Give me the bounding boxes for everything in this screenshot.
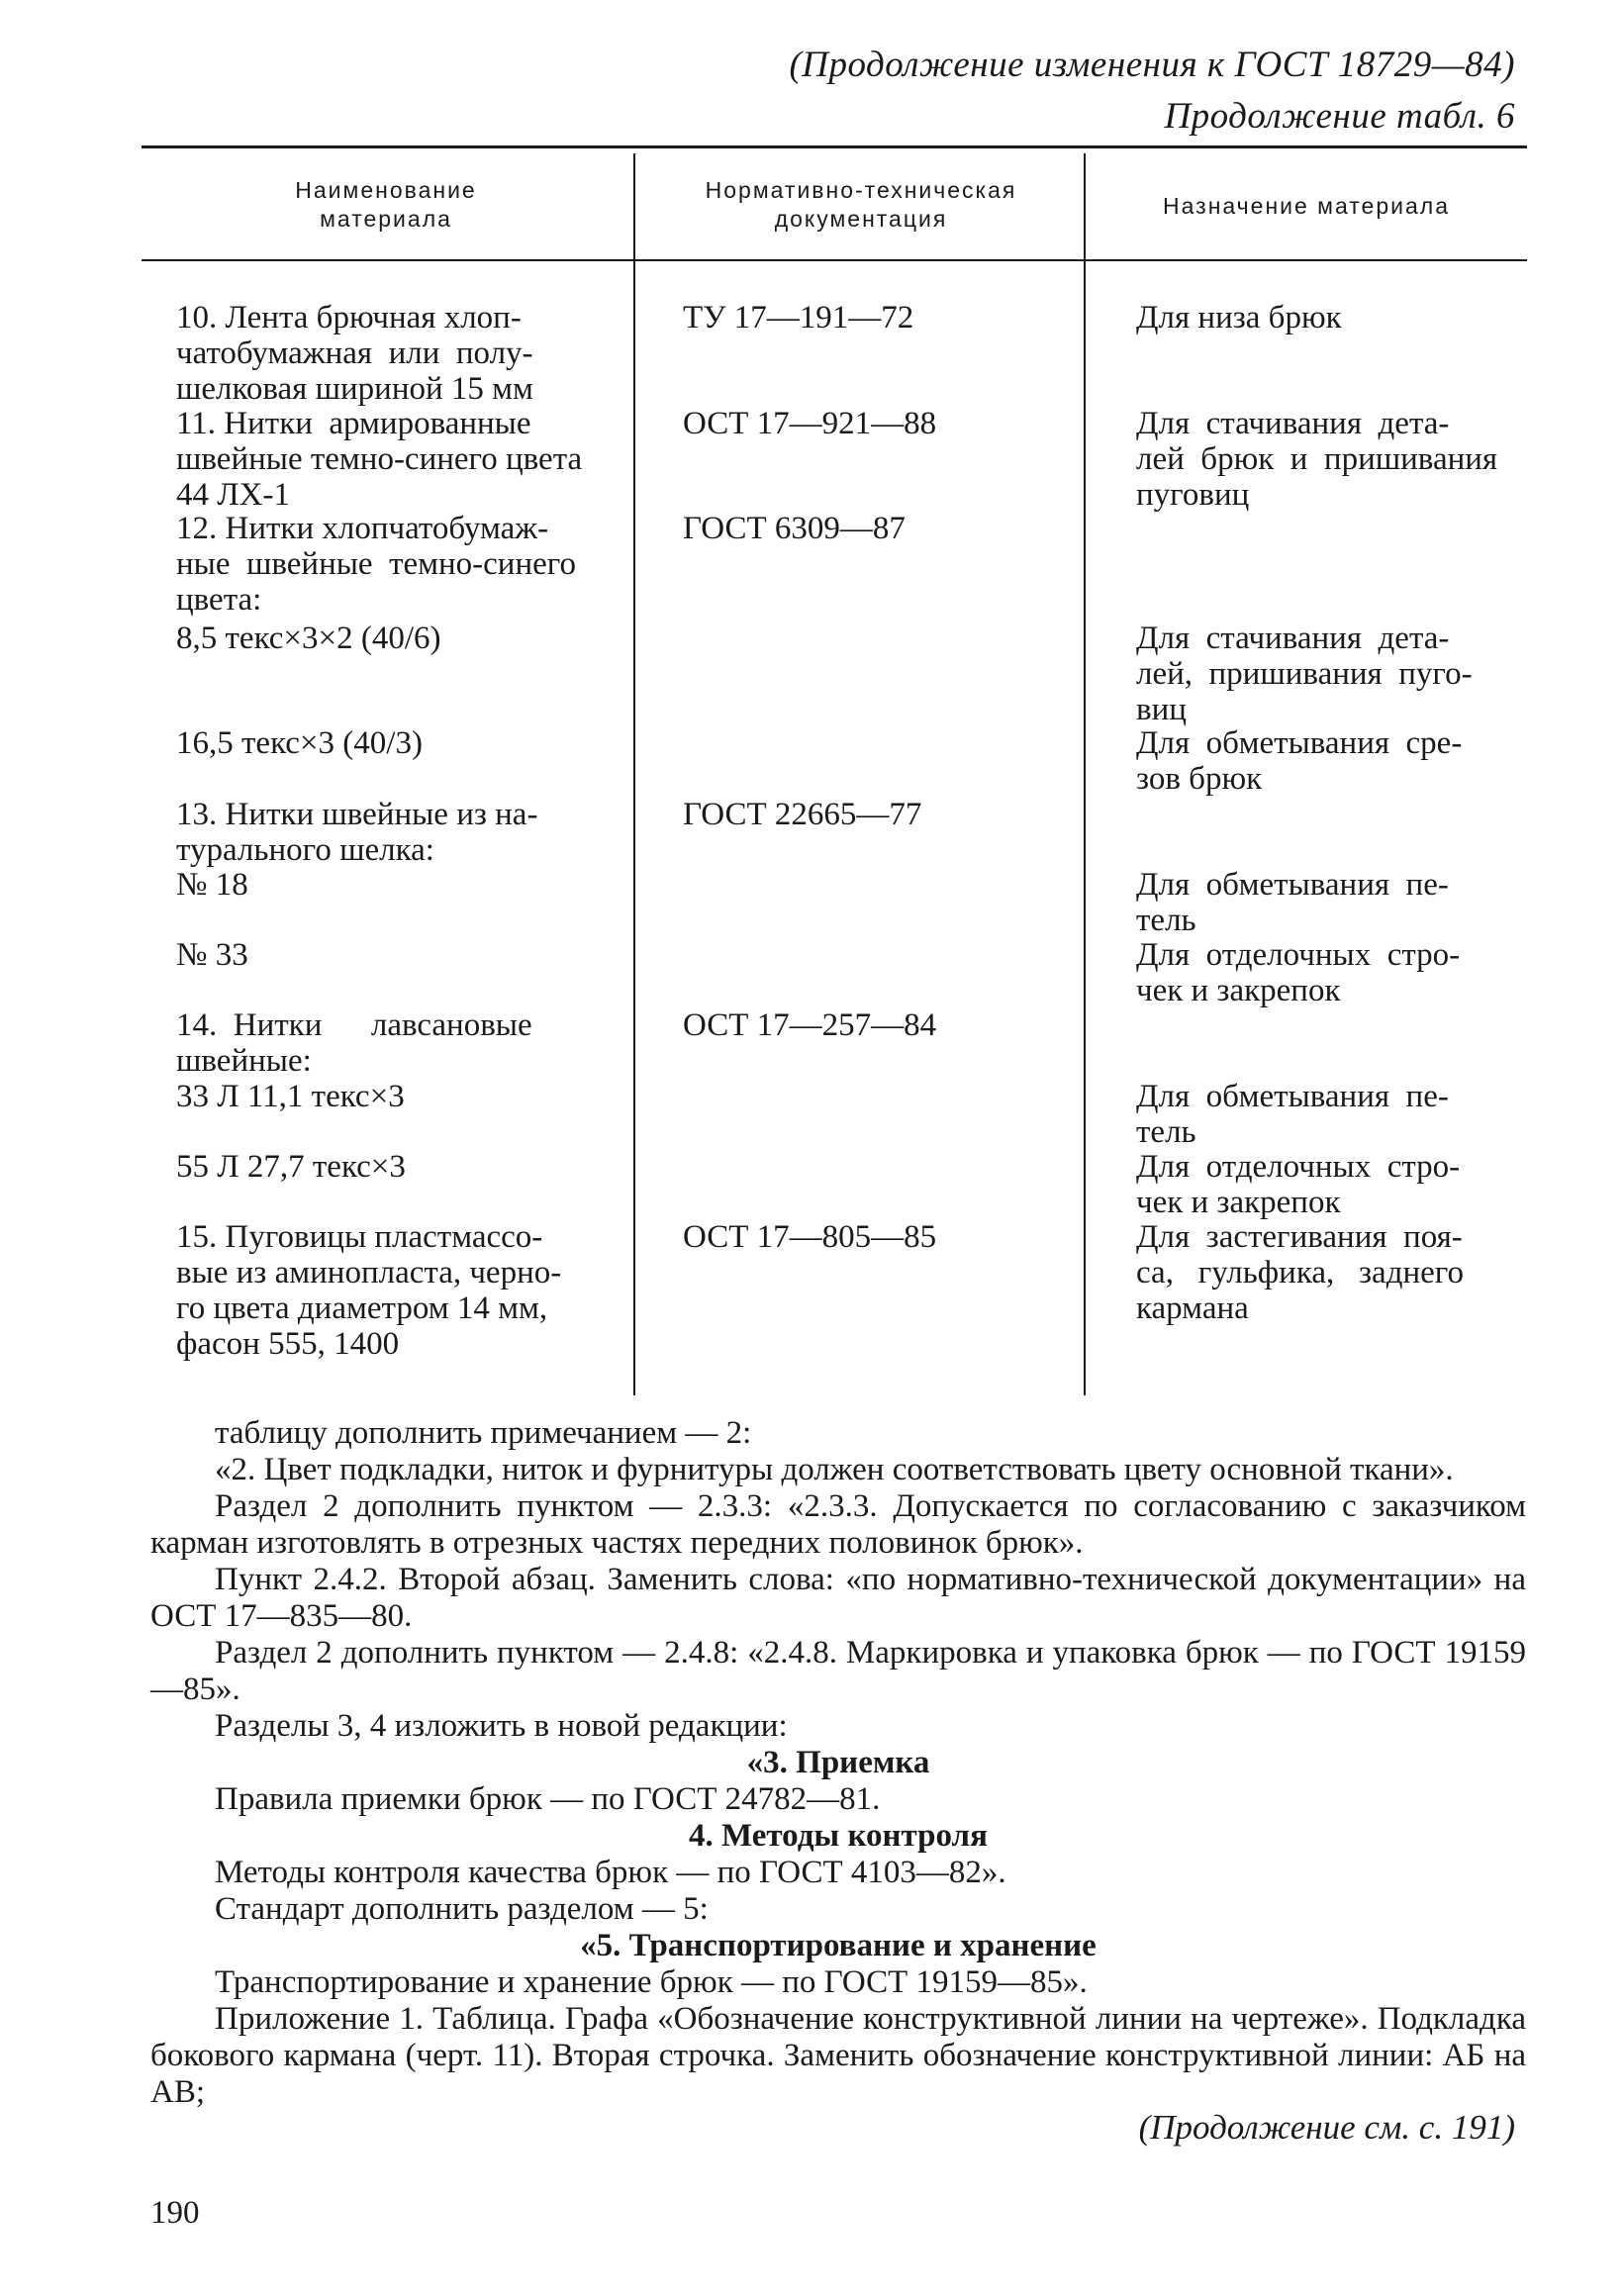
table-continuation-label: Продолжение табл. 6 [1164, 96, 1515, 137]
col-head-doc: Нормативно-техническая документация [705, 177, 1017, 232]
page-number: 190 [150, 2195, 200, 2231]
paragraph: Пункт 2.4.2. Второй абзац. Заменить слова: «по нормативно-технической документации» на ОСТ 17—835—80. [150, 1562, 1526, 1634]
amendment-text [150, 1415, 1526, 2111]
table-cell-name: № 18 [176, 867, 248, 903]
paragraph: Раздел 2 дополнить пунктом — 2.3.3: «2.3.3. Допускается по согласованию с заказчиком карман изготовлять в отрезных частях передних половинок брюк». [150, 1488, 1526, 1561]
table-cell-name: 33 Л 11,1 текс×3 [176, 1079, 405, 1114]
table-cell-purpose: Для отделочных стро- чек и закрепок [1136, 1149, 1461, 1220]
paragraph: Раздел 2 дополнить пунктом — 2.4.8: «2.4.8. Маркировка и упаковка брюк — по ГОСТ 19159—85». [150, 1635, 1526, 1707]
table-cell-purpose: Для обметывания сре- зов брюк [1136, 725, 1463, 797]
table-cell-purpose: Для низа брюк [1136, 300, 1342, 335]
table-col-divider-1 [633, 153, 635, 1395]
table-cell-doc: ОСТ 17—257—84 [683, 1007, 937, 1043]
table-cell-name: 15. Пуговицы пластмассо- вые из аминопласта, черно- го цвета диаметром 14 мм, фасон 555, 1400 [176, 1219, 562, 1362]
table-cell-name: 13. Нитки швейные из на- турального шелка: [176, 797, 538, 868]
paragraph: таблицу дополнить примечанием — 2: [215, 1415, 752, 1451]
section-heading-3: «3. Приемка [746, 1745, 930, 1780]
table-cell-name: 12. Нитки хлопчатобумаж- ные швейные темно-синего цвета: [176, 511, 576, 618]
table-cell-doc: ТУ 17—191—72 [683, 300, 914, 335]
table-cell-name: 8,5 текс×3×2 (40/6) [176, 621, 441, 656]
section-heading-4: 4. Методы контроля [689, 1818, 988, 1854]
table-cell-name: 14. Нитки лавсановые швейные: [176, 1007, 532, 1079]
paragraph: Методы контроля качества брюк — по ГОСТ 4103—82». [215, 1855, 1006, 1890]
paragraph: Стандарт дополнить разделом — 5: [215, 1891, 709, 1927]
continuation-header: (Продолжение изменения к ГОСТ 18729—84) [789, 45, 1515, 85]
paragraph: Правила приемки брюк — по ГОСТ 24782—81. [215, 1781, 881, 1817]
paragraph: Приложение 1. Таблица. Графа «Обозначение конструктивной линии на чертеже». Подкладка бокового кармана (черт. 11). Вторая строчка. Заменить обозначение конструктивной линии: АБ на АВ; [150, 2001, 1526, 2110]
table-cell-doc: ОСТ 17—805—85 [683, 1219, 937, 1255]
section-heading-5: «5. Транспортирование и хранение [580, 1928, 1097, 1963]
table-cell-purpose: Для застегивания поя- са, гульфика, заднего кармана [1136, 1219, 1465, 1326]
table-cell-doc: ГОСТ 6309—87 [683, 511, 906, 546]
table-cell-purpose: Для обметывания пе- тель [1136, 1079, 1449, 1150]
table-cell-purpose: Для отделочных стро- чек и закрепок [1136, 937, 1461, 1008]
table-cell-purpose: Для обметывания пе- тель [1136, 867, 1449, 938]
table-header-rule [142, 259, 1527, 261]
paragraph: Транспортирование и хранение брюк — по ГОСТ 19159—85». [215, 1964, 1088, 2000]
table-cell-name: 10. Лента брючная хлоп- чатобумажная или полу- шелковая шириной 15 мм [176, 300, 533, 407]
table-col-divider-2 [1084, 153, 1086, 1395]
table-cell-name: № 33 [176, 937, 248, 973]
table-cell-purpose: Для стачивания дета- лей, пришивания пуго- виц [1136, 621, 1473, 727]
continuation-footer: (Продолжение см. с. 191) [1138, 2108, 1515, 2147]
table-cell-name: 55 Л 27,7 текс×3 [176, 1149, 406, 1185]
col-head-name: Наименование материала [295, 177, 477, 232]
table-cell-doc: ГОСТ 22665—77 [683, 797, 922, 832]
table-cell-purpose: Для стачивания дета- лей брюк и пришивания пуговиц [1136, 406, 1498, 513]
col-head-purpose: Назначение материала [1163, 193, 1450, 219]
table-cell-name: 16,5 текс×3 (40/3) [176, 725, 423, 761]
paragraph: Разделы 3, 4 изложить в новой редакции: [215, 1708, 788, 1744]
table-top-rule [142, 145, 1527, 148]
table-cell-name: 11. Нитки армированные швейные темно-синего цвета 44 ЛХ-1 [176, 406, 583, 513]
paragraph: «2. Цвет подкладки, ниток и фурнитуры должен соответствовать цвету основной ткани». [215, 1452, 1454, 1487]
table-cell-doc: ОСТ 17—921—88 [683, 406, 937, 441]
